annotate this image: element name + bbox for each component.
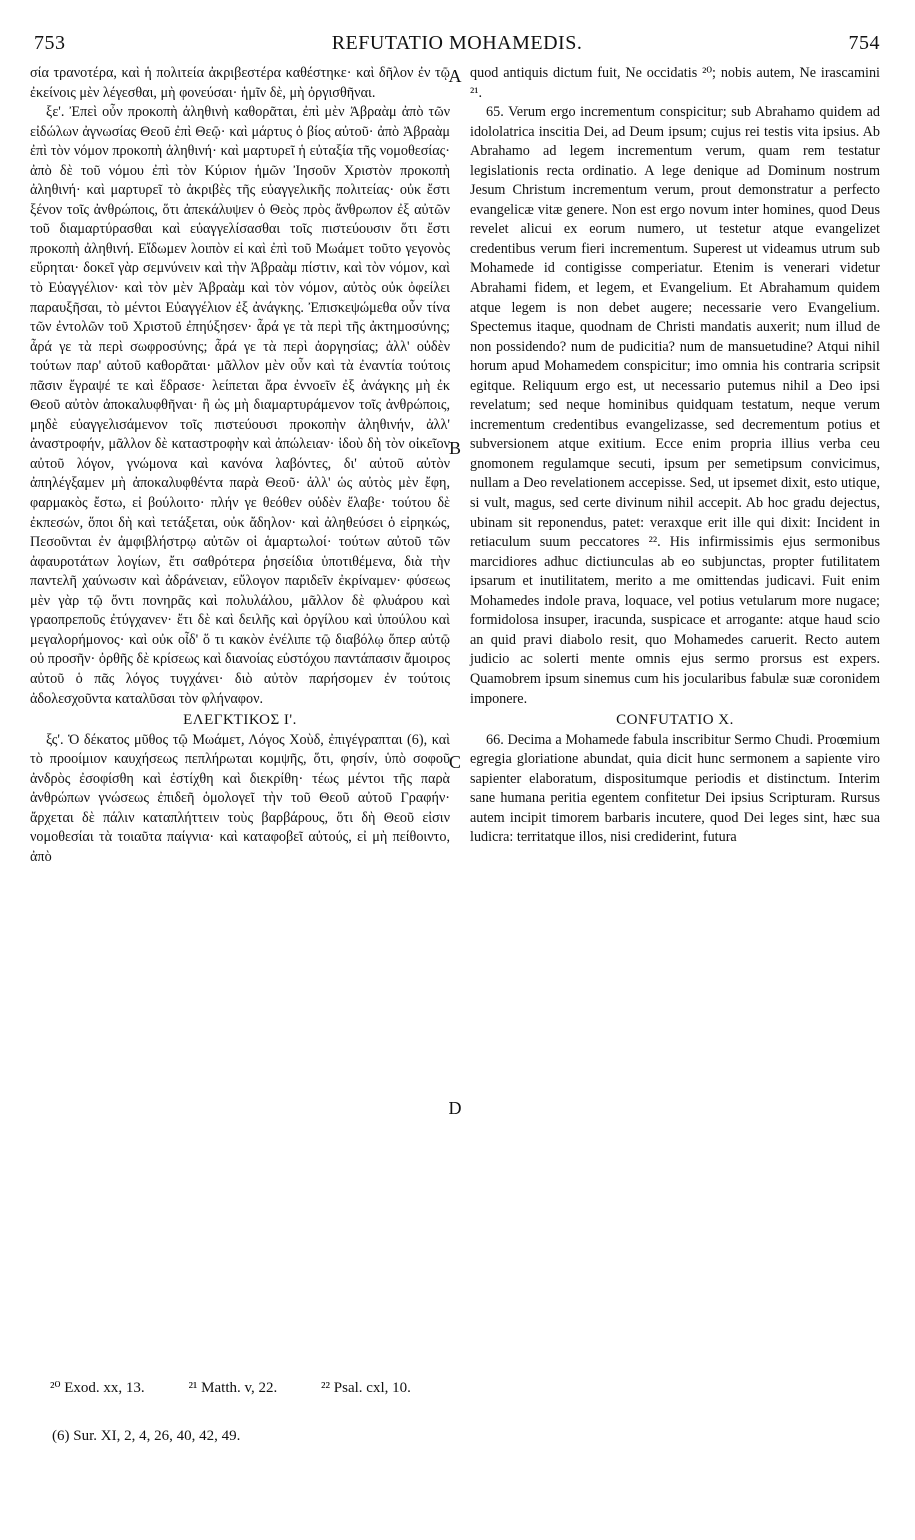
running-title: REFUTATIO MOHAMEDIS. [331, 32, 583, 54]
margin-marker-c: C [448, 752, 461, 772]
margin-marker-b: B [448, 438, 461, 458]
greek-paragraph-3: ξς'. Ὁ δέκατος μῦθος τῷ Μωάμετ, Λόγος Χοὺδ, ἐπιγέγραπται (6), καὶ τὸ προοίμιον καυχήσεως πεπλήρωται κομψῆς, ὅτι, φησίν, ὑπὸ σοφοῦ ἀνδρὸς ἐσοφίσθη καὶ ἐστίχθη καὶ διεκρίθη· τέως μέντοι τῆς παρὰ ἀνθρώπων γνώσεως ἐπιδεῆ ὁμολογεῖ τὴν τοῦ Θεοῦ αὐτοῦ Γραφήν· ἄρχεται δὲ πάλιν καταπλήττειν τοὺς βαρβάρους, ὅτι δὴ Θεοῦ εἰσιν νομοθεσίαι τὰ τοιαῦτα παίγνια· καὶ καταφοβεῖ αὐτούς, εἰ μὴ πείθοιντο, ἀπὸ [30, 731, 450, 865]
footnote-21: ²¹ Matth. v, 22. [188, 1380, 278, 1396]
margin-marker-d: D [448, 1098, 462, 1118]
scripture-footnotes [50, 1378, 870, 1398]
footnotes [50, 1378, 870, 1398]
footnote-20: ²⁰ Exod. xx, 13. [50, 1380, 145, 1396]
latin-paragraph-2: 65. Verum ergo incrementum conspicitur; sub Abrahamo quidem ad idololatrica inscitia Dei, ad Deum ipsum; cujus rei testis vita ipsius. Ab Abrahamo ad legem incrementum verum, quam rem testatur legislationis recta ordinatio. A lege denique ad Dominum nostrum Jesum Christum incrementum verum, prout demonstratur a perfecto evangelicæ vitæ genere. Non est ergo novum inter homines, quod Deus revelet alicui ex eorum numero, ut testetur atque evangelizet credentibus verum fieri incrementum. Superest ut videamus utrum sub Mohamede id contigisse comperiatur. Etenim is venerari videtur Abrahami fidem, et legem, et Evangelium. Et Abrahamum quidem atque legem is non debet augere; necessarie vero Evangelium. Spectemus itaque, quodnam de Christi mandatis auxerit; num illud de non possidendo? num de pudicitia? num de mansuetudine? Atqui nihil horum apud Mohamedem conspicitur; imo omnia his contraria scripsit egitque. Reliquum ergo est, ut necessario putemus nihil a Deo ipsi revelatum; sed neque hominibus quidquam testatum, neque verum incrementum credentibus evangelizasse, sed decrementum potius et subversionem atque exitium. Ecce enim propria illius verba ceu gnomonem regulamque secuti, ipsum per semetipsum convicimus, nullam a Deo revelationem accepisse. Sed, ut ipsemet dixit, esto utique, si vult, magus, sed certe divinum nihil accepit. Ab hoc gradu dejectus, ubinam sit reponendus, patet: veraxque erit ille qui dixit: Incident in retiaculum suum peccatores ²². His infirmissimis ejus sermonibus marcidiores adhuc dictiunculas ab eo subjunctas, propter futilitatem ipsarum et inutilitatem, merito a me omittendas judicavi. Fuit enim Mohamedes indole prava, loquace, vel potius vetularum more nugace; formidolosa insuper, iracunda, suspicace et arrogante: atque haud scio an quid pravi diabolo resit, quo Mohamedes caruerit. Recto autem judicio ac solerti mente omnis ejus sermo prorsus est expers. Quamobrem ipsum sinemus cum his jocularibus fabulæ suæ coronidem imponere. [470, 104, 880, 707]
page-number-right: 754 [848, 32, 880, 54]
latin-column [470, 64, 880, 848]
page-number-left: 753 [34, 32, 66, 54]
greek-column [30, 64, 450, 867]
greek-section-heading: ΕΛΕΓΚΤΙΚΟΣ Ι'. [183, 712, 297, 729]
latin-paragraph-1: quod antiquis dictum fuit, Ne occidatis ²⁰; nobis autem, Ne irascamini ²¹. [470, 65, 880, 101]
margin-marker-a: A [448, 66, 462, 86]
greek-paragraph-1: σία τρανοτέρα, καὶ ἡ πολιτεία ἀκριβεστέρα καθέστηκε· καὶ δῆλον ἐν τῷ ἐκείνοις μὲν λέγεσθαι, μὴ φονεύσαι· ἡμῖν δὲ, μὴ ὀργισθῆναι. [30, 65, 450, 101]
latin-paragraph-3: 66. Decima a Mohamede fabula inscribitur Sermo Chudi. Proœmium egregia gloriatione abundat, quia dicit hunc sermonem a sapiente viro sapienter elaboratum, dispositumque periodis et distinctum. Interim sane humana peritia egentem confitetur Dei ipsius Scripturam. Rursus autem incipit timorem barbaris incutere, quod Dei leges sint, hæc sua ludicra: territatque illos, nisi crediderint, futura [470, 731, 880, 846]
latin-section-heading: CONFUTATIO X. [616, 712, 734, 729]
footnote-22: ²² Psal. cxl, 10. [321, 1380, 411, 1396]
greek-paragraph-2: ξε'. Ἐπεὶ οὖν προκοπὴ ἀληθινὴ καθορᾶται, ἐπὶ μὲν Ἀβραὰμ ἀπὸ τῶν εἰδώλων ἀγνωσίας Θεοῦ ἐπὶ Θεῷ· καὶ μάρτυς ὁ βίος αὐτοῦ· ἀπὸ Ἀβραὰμ ἐπὶ τὸν νόμον προκοπὴ ἀληθινή· καὶ μαρτυρεῖ ἡ εὐταξία τῆς νομοθεσίας· ἀπὸ δὲ τοῦ νόμου ἐπὶ τὸν Κύριον ἡμῶν Ἰησοῦν Χριστὸν προκοπὴ ἀληθινή· καὶ μαρτυρεῖ τὸ ἀκριβὲς τῆς εὐαγγελικῆς πολιτείας· οὐκ ἔστι ξένον τοῖς ἀνθρώποις, ὅτι ἀπεκάλυψεν ὁ Θεὸς πρὸς ἄνθρωπον ἐξ αὐτῶν τοῦ διαμαρτύρασθαι καὶ εὐαγγελίσασθαι τοῖς πιστεύουσιν ὅτι ἔστι προκοπὴ ἀληθινή. Εἴδωμεν λοιπὸν εἰ καὶ ἐπὶ τοῦ Μωάμετ τοῦτο γεγονὸς εὕρηται· δοκεῖ γὰρ σεμνύνειν καὶ τὴν Ἀβραὰμ πίστιν, καὶ τὸν νόμον, καὶ τὸ Εὐαγγέλιον· καὶ τὸν μὲν Ἀβραὰμ καὶ τὸν νόμον, αὐτὸς οὐκ ὀφείλει παραυξῆσαι, τὸ μέντοι Εὐαγγέλιον ἐξ ἀνάγκης. Ἐπισκεψώμεθα οὖν τίνα τῶν ἐντολῶν τοῦ Χριστοῦ ἐπηύξησεν· ἆρά γε τὰ περὶ τῆς ἀκτημοσύνης; ἆρά γε τὰ περὶ σωφροσύνης; ἆρά γε τὰ περὶ ἀοργησίας; ἀλλ' οὐδὲν τούτων παρ' αὐτοῦ καθορᾶται· μᾶλλον μὲν οὖν καὶ τὰ ἐναντία τούτοις πᾶσιν ἔγραψέ τε καὶ ἔδρασε· λείπεται ἄρα ἐννοεῖν ἐξ ἀνάγκης μὴ ἐκ Θεοῦ αὐτὸν ἀποκαλυφθῆναι· ἢ ὡς μὴ διαμαρτυράμενον τοῖς ἀνθρώποις, μηδὲ εὐαγγελισάμενον τοῖς πιστεύουσι προκοπὴν ἀληθινήν, ἀλλ' ἀναστροφήν, μᾶλλον δὲ καταστροφὴν καὶ ἀπώλειαν· ἰδοὺ δὴ τὸν οἰκεῖον αὐτοῦ λόγον, γνώμονα καὶ κανόνα λαβόντες, δι' αὐτοῦ αὐτὸν ἀπηλέγξαμεν μὴ ἀποκαλυφθέντα παρὰ Θεοῦ· ἀλλ' ὡς αὐτὸς μὲν ἔφη, φαρμακὸς ἔστω, εἰ βούλοιτο· πλήν γε θεόθεν οὐδὲν ἔλαβε· τούτου δὲ ἐκπεσών, ὅποι δὴ καὶ τετάξεται, οὐκ ἄδηλον· καὶ ἀληθεύσει ὁ εἰρηκώς, Πεσοῦνται ἐν ἀμφιβλήστρῳ αὐτῶν οἱ ἁμαρτωλοί· τούτων αὐτοῦ τῶν ἀφαυροτάτων λογίων, ἔτι σαθρότερα ῥησείδια ὑποτιθέμενα, διὰ τὴν παντελῆ χαύνωσιν καὶ ἀδράνειαν, εὔλογον παριδεῖν ἐκρίναμεν· φύσεως μὲν γὰρ τῷ ὄντι πονηρᾶς καὶ πολυλάλου, μᾶλλον δὲ φλυάρου καὶ γραοπρεποῦς ἐτύγχανεν· ἔτι δὲ καὶ δειλῆς καὶ ὀργίλου καὶ ὑπούλου καὶ μεγαλορήμονος· καὶ οὐκ οἶδ' ὅ τι κακὸν ἐνέλιπε τῷ διαβόλῳ ὅπερ αὐτῷ οὐ προσῆν· ὀρθῆς δὲ κρίσεως καὶ διανοίας εὐστόχου παντάπασιν ἄμοιρος αὐτοῦ ὁ πᾶς λόγος τυγχάνει· διὸ αὐτὸν παρήσομεν ἐν τούτοις ἀδολεσχοῦντα καταλῦσαι τὸν φλήναφον. [30, 104, 450, 707]
footnote-6: (6) Sur. XI, 2, 4, 26, 40, 42, 49. [52, 1428, 241, 1444]
running-head [34, 32, 880, 62]
